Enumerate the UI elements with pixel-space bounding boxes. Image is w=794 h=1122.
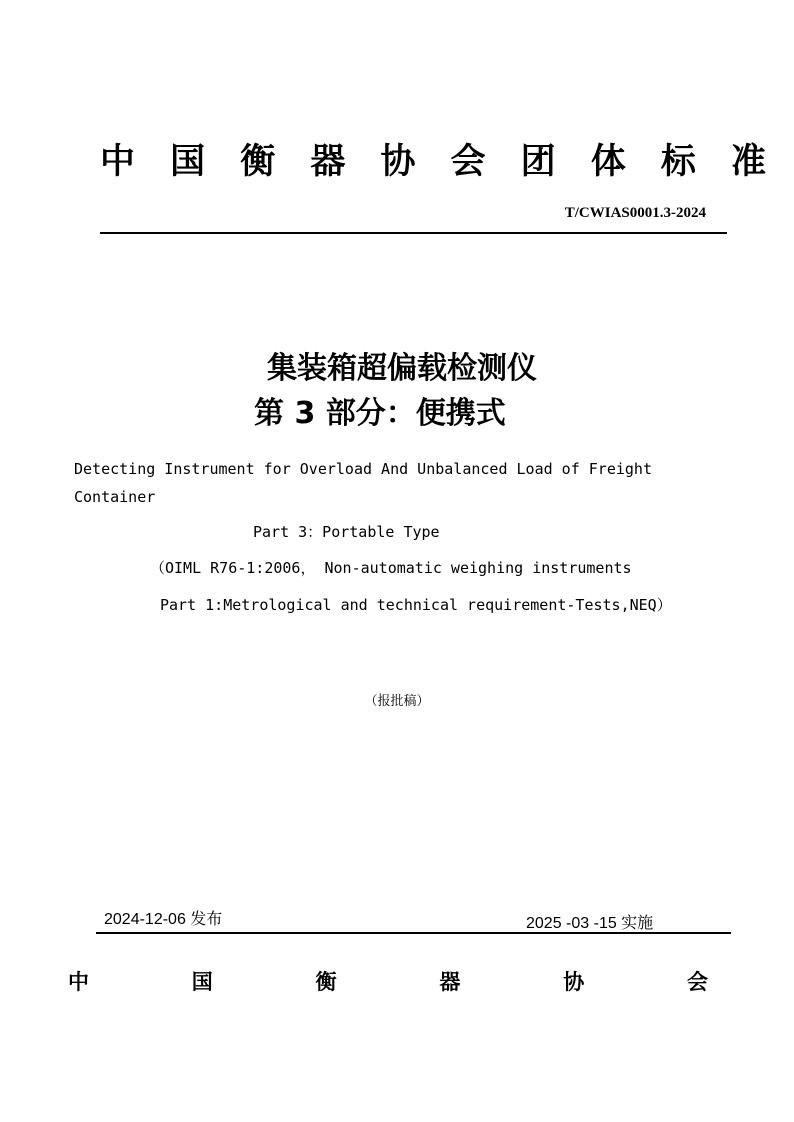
org-header-char: 国	[170, 141, 206, 182]
org-footer-char: 器	[439, 969, 461, 994]
org-header-char: 体	[590, 141, 626, 182]
org-header-char: 衡	[240, 141, 276, 182]
standard-number: T/CWIAS0001.3-2024	[564, 205, 706, 221]
org-header-char: 器	[310, 141, 346, 182]
org-footer-char: 中	[68, 969, 89, 994]
title-cn-line1: 集装箱超偏载检测仪	[267, 351, 537, 386]
header-divider	[100, 232, 727, 234]
organization-header	[100, 140, 766, 184]
title-en: Detecting Instrument for Overload And Unbalanced Load of Freight Container	[74, 460, 652, 506]
org-header-char: 标	[660, 141, 696, 182]
oiml-reference-line1: （OIML R76-1:2006， Non-automatic weighing instruments	[150, 559, 632, 577]
org-header-char: 协	[380, 141, 416, 182]
title-en-part: Part 3：Portable Type	[253, 523, 440, 541]
org-footer-char: 协	[563, 969, 585, 994]
org-header-char: 准	[730, 141, 766, 182]
organization-footer	[68, 966, 708, 996]
oiml-reference-line2: Part 1:Metrological and technical requirement-Tests,NEQ）	[160, 596, 672, 614]
org-footer-char: 会	[686, 969, 708, 994]
footer-divider	[96, 932, 731, 934]
org-header-char: 中	[100, 141, 136, 182]
title-cn-line2: 第 3 部分：便携式	[254, 396, 506, 431]
org-header-char: 团	[520, 141, 556, 182]
implement-date: 2025 -03 -15 实施	[526, 915, 654, 932]
org-footer-char: 国	[191, 969, 213, 994]
draft-status: （报批稿）	[364, 694, 430, 709]
publish-date: 2024-12-06 发布	[104, 911, 223, 928]
org-header-char: 会	[450, 141, 486, 182]
org-footer-char: 衡	[315, 969, 337, 994]
